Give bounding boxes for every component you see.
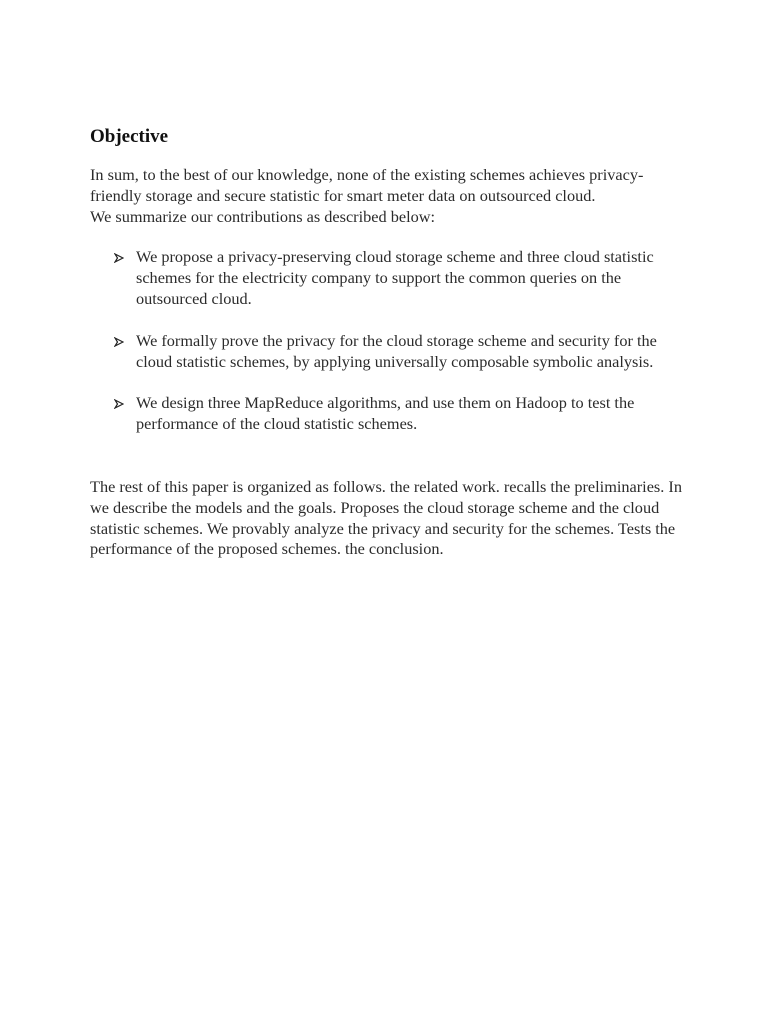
list-item-text: We formally prove the privacy for the cloud storage scheme and security for the cloud statistic schemes, by applying universally composable symbolic analysis. — [136, 330, 657, 371]
list-item — [90, 331, 690, 373]
section-heading: Objective — [90, 126, 169, 147]
list-item-text: We design three MapReduce algorithms, and use them on Hadoop to test the performance of the cloud statistic schemes. — [136, 393, 635, 434]
document-page — [90, 125, 690, 560]
list-item — [90, 247, 690, 309]
arrowhead-bullet-icon — [114, 399, 124, 409]
contributions-list — [90, 247, 690, 435]
arrowhead-bullet-icon — [114, 337, 124, 347]
intro-line: We summarize our contributions as described below: — [90, 206, 436, 226]
closing-paragraph: The rest of this paper is organized as follows. the related work. recalls the preliminaries. In we describe the models and the goals. Proposes the cloud storage scheme and the cloud statistic schemes. We provably analyze the privacy and security for the schemes. Tests the performance of the proposed schemes. the conclusion. — [90, 476, 682, 559]
list-item-text: We propose a privacy-preserving cloud storage scheme and three cloud statistic schemes for the electricity company to support the common queries on the outsourced cloud. — [136, 247, 654, 308]
list-item — [90, 393, 690, 435]
intro-paragraph: In sum, to the best of our knowledge, none of the existing schemes achieves privacy-friendly storage and secure statistic for smart meter data on outsourced cloud. — [90, 165, 644, 205]
arrowhead-bullet-icon — [114, 253, 124, 263]
